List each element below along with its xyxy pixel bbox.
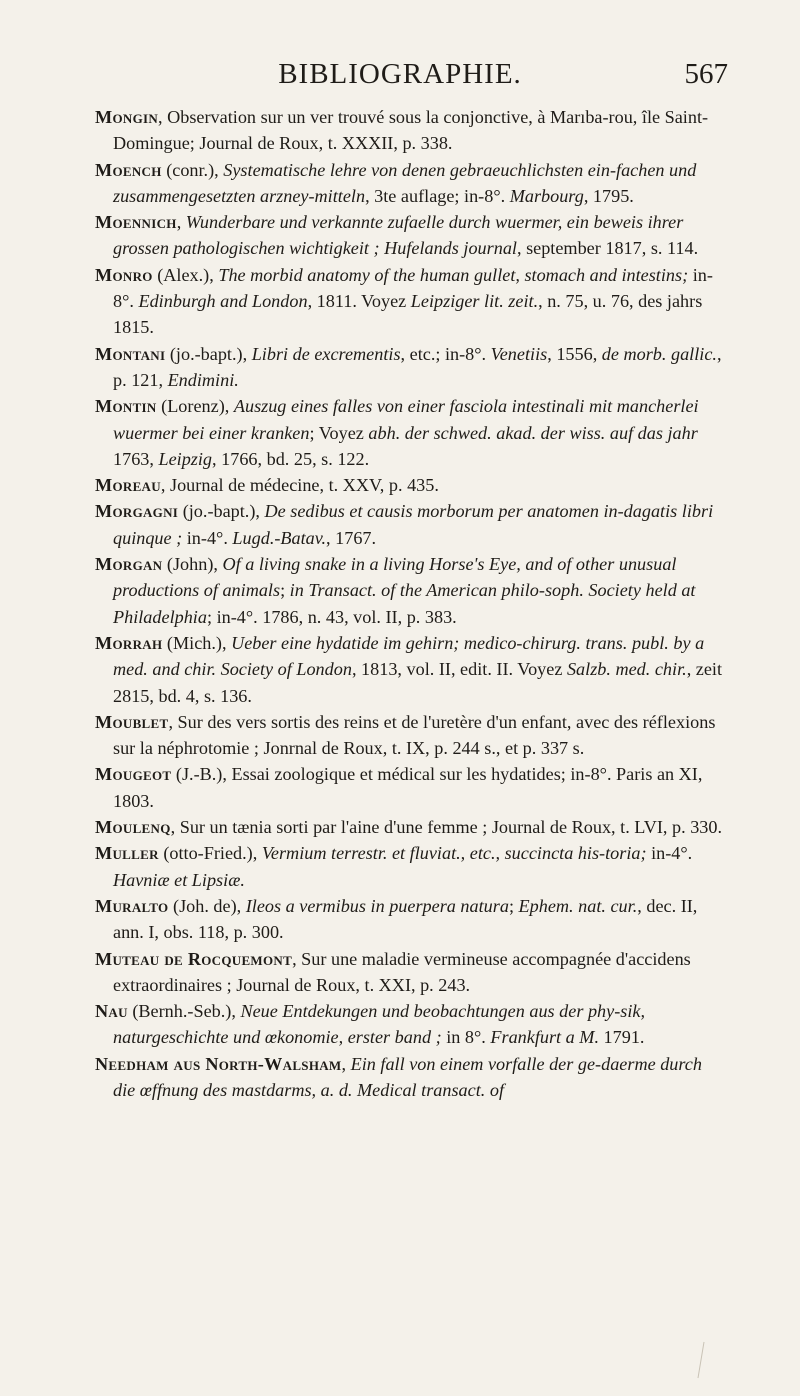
entry-title-italic: Ephem. nat. cur.	[518, 895, 638, 916]
entry-title-italic: Endimini.	[167, 369, 239, 390]
entry-text: , 1767.	[326, 527, 377, 548]
entry-text: , 1556,	[547, 343, 602, 364]
entry-author: Moublet	[95, 711, 169, 732]
entry-author: Muralto	[95, 895, 169, 916]
entry-text: , 1813, vol. II, edit. II. Voyez	[351, 659, 567, 680]
entry-text: , 1811. Voyez	[307, 291, 411, 312]
entry-author: Moulenq	[95, 817, 171, 838]
entry-text: (Lorenz),	[156, 396, 234, 417]
entry-text: (Mich.),	[162, 632, 232, 653]
entry-text: (J.-B.), Essai zoologique et médical sur les hydatides; in-8°. Paris an XI, 1803.	[113, 764, 703, 811]
entry-text: , 1795.	[583, 185, 634, 206]
entry-title-italic: Frankfurt a M.	[490, 1027, 599, 1048]
bibliography-entry	[95, 104, 728, 157]
entry-title-italic: Havniæ et Lipsiæ.	[113, 869, 245, 890]
running-title: BIBLIOGRAPHIE.	[278, 58, 522, 90]
entry-title-italic: Ueber eine hydatide im gehirn; medico-chirurg. trans. publ. by a med. and chir. Society of London	[113, 632, 705, 680]
entry-title-italic: Ileos a vermibus in puerpera natura	[245, 895, 509, 916]
entry-text: in-4°.	[182, 527, 233, 548]
entry-text: , 1766, bd. 25, s. 122.	[212, 448, 370, 469]
entry-text: , september 1817, s. 114.	[516, 238, 699, 259]
entry-text: ; in-4°. 1786, n. 43, vol. II, p. 383.	[206, 606, 457, 627]
entry-title-italic: Salzb. med. chir.	[566, 659, 687, 680]
page-number: 567	[684, 58, 728, 90]
bibliography-entry	[95, 472, 728, 498]
paper-mark	[690, 1340, 710, 1380]
bibliography-entry	[95, 893, 728, 946]
entry-text: (Alex.),	[152, 264, 219, 285]
entry-author: Nau	[95, 1001, 128, 1022]
entry-title-italic: Lugd.-Batav.	[232, 527, 327, 548]
entry-title-italic: Edinburgh and London	[138, 291, 308, 312]
entry-text: , p. 121,	[113, 343, 722, 390]
entry-author: Moreau	[95, 475, 161, 496]
entry-text: 1763,	[113, 448, 159, 469]
entry-text: , zeit 2815, bd. 4, s. 136.	[113, 659, 723, 706]
bibliography-entry	[95, 551, 728, 630]
entry-title-italic: Leipziger lit. zeit.	[410, 291, 539, 312]
entry-text: , 3te auflage; in-8°.	[365, 185, 510, 206]
entry-text: ;	[508, 895, 519, 916]
entry-text: , Sur un tænia sorti par l'aine d'une femme ; Journal de Roux, t. LVI, p. 330.	[170, 817, 723, 838]
entry-author: Monro	[95, 264, 153, 285]
entry-text: (John),	[162, 554, 223, 575]
entry-text: in-4°.	[646, 843, 693, 864]
entry-author: Mougeot	[95, 764, 172, 785]
entry-text: ,	[176, 212, 186, 233]
entry-title-italic: Libri de excrementis	[251, 343, 401, 364]
bibliography-entries	[95, 104, 728, 1103]
entry-text: (jo.-bapt.),	[178, 501, 265, 522]
entry-author: Montin	[95, 396, 157, 417]
entry-text: in 8°.	[441, 1027, 491, 1048]
entry-text: , Sur des vers sortis des reins et de l'uretère d'un enfant, avec des réflexions sur la néphrotomie ; Jonrnal de Roux, t. IX, p. 244 s., et p. 337 s.	[113, 711, 716, 759]
bibliography-entry	[95, 814, 728, 840]
entry-title-italic: De sedibus et causis morborum per anatomen in-dagatis libri quinque ;	[113, 501, 714, 548]
bibliography-entry	[95, 761, 728, 814]
entry-title-italic: The morbid anatomy of the human gullet, stomach and intestins;	[218, 264, 689, 285]
entry-text: (conr.),	[161, 159, 224, 180]
entry-title-italic: Venetiis	[490, 343, 548, 364]
bibliography-entry	[95, 341, 728, 394]
entry-title-italic: Marbourg	[509, 185, 584, 206]
bibliography-entry	[95, 498, 728, 551]
entry-author: Morrah	[95, 632, 163, 653]
entry-title-italic: Vermium terrestr. et fluviat., etc., succincta his-toria;	[261, 843, 647, 864]
entry-author: Needham aus North-Walsham	[95, 1053, 342, 1074]
entry-text: , Sur une maladie vermineuse accompagnée d'accidens extraordinaires ; Journal de Roux, t. XXI, p. 243.	[113, 948, 691, 995]
entry-title-italic: de morb. gallic.	[601, 343, 717, 364]
entry-title-italic: Ein fall von einem vorfalle der ge-daerme durch die œffnung des mastdarms, a. d. Medical transact. of	[113, 1053, 702, 1100]
entry-author: Muteau de Rocquemont	[95, 948, 293, 969]
entry-text: (jo.-bapt.),	[165, 343, 252, 364]
entry-text: in-8°.	[113, 264, 713, 312]
entry-text: ;	[280, 580, 290, 601]
entry-title-italic: Leipzig	[158, 448, 213, 469]
entry-title-italic: abh. der schwed. akad. der wiss. auf das jahr	[368, 422, 698, 443]
bibliography-entry	[95, 209, 728, 262]
entry-text: , n. 75, u. 76, des jahrs 1815.	[113, 291, 703, 338]
entry-text: , Journal de médecine, t. XXV, p. 435.	[160, 475, 439, 496]
entry-author: Mongin	[95, 107, 159, 127]
entry-text: (Joh. de),	[168, 895, 246, 916]
entry-title-italic: Of a living snake in a living Horse's Eye, and of other unusual productions of animals	[113, 554, 677, 601]
bibliography-entry	[95, 946, 728, 999]
entry-text: (otto-Fried.),	[158, 843, 262, 864]
entry-title-italic: Neue Entdekungen und beobachtungen aus der phy-sik, naturgeschichte und œkonomie, erster band ;	[113, 1001, 646, 1048]
entry-author: Morgagni	[95, 501, 179, 522]
page-header	[0, 58, 800, 98]
entry-title-italic: in Transact. of the American philo-soph. Society held at Philadelphia	[113, 580, 696, 627]
bibliography-entry	[95, 998, 728, 1051]
entry-author: Morgan	[95, 554, 163, 575]
entry-title-italic: Systematische lehre von denen gebraeuchlichsten ein-fachen und zusammengesetzten arzney-mitteln	[113, 159, 697, 206]
entry-author: Muller	[95, 843, 159, 864]
entry-text: ; Voyez	[309, 422, 369, 443]
entry-author: Moench	[95, 159, 162, 180]
entry-text: , dec. II, ann. I, obs. 118, p. 300.	[113, 895, 698, 943]
entry-text: (Bernh.-Seb.),	[127, 1001, 241, 1022]
entry-author: Montani	[95, 343, 166, 364]
entry-title-italic: Auszug eines falles von einer fasciola intestinali mit mancherlei wuermer bei einer kranken	[113, 396, 699, 443]
entry-text: , Observation sur un ver trouvé sous la conjonctive, à Marıba-rou, île Saint-Domingue; Journal de Roux, t. XXXII, p. 338.	[113, 107, 709, 154]
bibliography-entry	[95, 393, 728, 472]
bibliography-entry	[95, 840, 728, 893]
bibliography-entry	[95, 262, 728, 341]
entry-title-italic: Wunderbare und verkannte zufaelle durch wuermer, ein beweis ihrer grossen pathologischen wichtigkeit ; Hufelands journal	[113, 212, 684, 259]
bibliography-entry	[95, 1051, 728, 1104]
bibliography-entry	[95, 630, 728, 709]
entry-author: Moennich	[95, 212, 177, 233]
entry-text: 1791.	[599, 1027, 645, 1048]
entry-text: , etc.; in-8°.	[400, 343, 491, 364]
bibliography-entry	[95, 157, 728, 210]
bibliography-entry	[95, 709, 728, 762]
entry-text: ,	[341, 1053, 351, 1074]
